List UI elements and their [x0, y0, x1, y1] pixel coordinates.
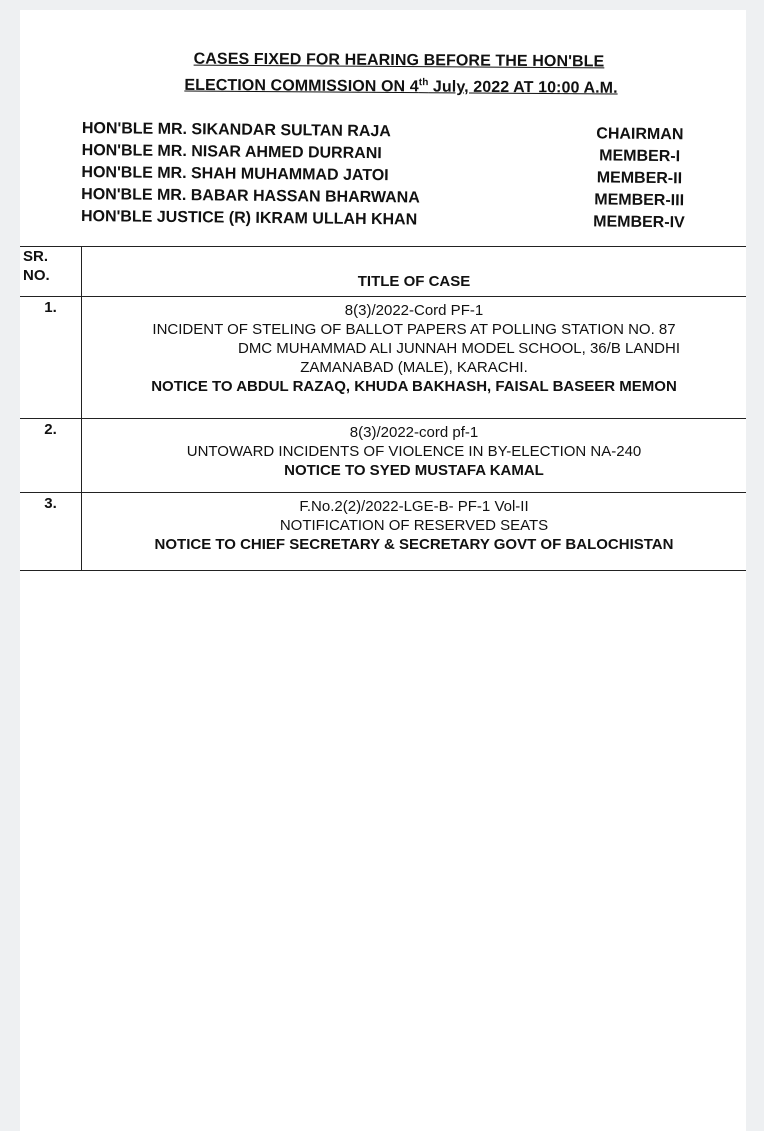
serial-number-header: [20, 247, 82, 297]
cause-list-heading-line-1: CASES FIXED FOR HEARING BEFORE THE HON'BLE: [193, 50, 605, 71]
heading-date-rest: July, 2022 AT 10:00 A.M.: [428, 78, 618, 97]
case-notice: NOTICE TO CHIEF SECRETARY & SECRETARY GOVT OF BALOCHISTAN: [154, 536, 674, 553]
case-file-number: 8(3)/2022-Cord PF-1: [344, 302, 484, 319]
bench-member-name: HON'BLE MR. SHAH MUHAMMAD JATOI: [81, 163, 389, 185]
bench-member-role: CHAIRMAN: [596, 125, 684, 144]
case-file-number: 8(3)/2022-cord pf-1: [349, 424, 479, 441]
case-title-cell: [82, 493, 747, 571]
case-subject-line: NOTIFICATION OF RESERVED SEATS: [279, 517, 549, 534]
heading-date-suffix: th: [418, 77, 429, 89]
case-notice: NOTICE TO SYED MUSTAFA KAMAL: [284, 462, 544, 479]
bench-member-role: MEMBER-II: [596, 169, 683, 188]
case-title-cell: [82, 297, 747, 419]
bench-member-name: HON'BLE MR. SIKANDAR SULTAN RAJA: [81, 120, 391, 141]
bench-composition: [81, 120, 690, 236]
serial-number-cell: [20, 419, 82, 493]
table-row: [20, 297, 746, 419]
case-subject-line: ZAMANABAD (MALE), KARACHI.: [300, 359, 528, 376]
serial-header-line-1: SR.: [23, 248, 49, 265]
title-of-case-header: TITLE OF CASE: [82, 247, 747, 297]
case-file-number: F.No.2(2)/2022-LGE-B- PF-1 Vol-II: [299, 498, 529, 515]
case-subject-line: UNTOWARD INCIDENTS OF VIOLENCE IN BY-ELECTION NA-240: [186, 443, 642, 460]
serial-number: 2.: [44, 421, 57, 438]
serial-number-cell: [20, 493, 82, 571]
bench-member-name: HON'BLE MR. NISAR AHMED DURRANI: [81, 141, 382, 163]
cases-table: [20, 246, 746, 571]
table-row: [20, 419, 746, 493]
case-subject-line: INCIDENT OF STELING OF BALLOT PAPERS AT POLLING STATION NO. 87: [152, 321, 676, 338]
bench-member-name: HON'BLE MR. BABAR HASSAN BHARWANA: [81, 185, 420, 207]
bench-member-role: MEMBER-III: [594, 191, 685, 210]
case-title-cell: [82, 419, 747, 493]
serial-header-line-2: NO.: [23, 267, 50, 284]
case-subject-line: DMC MUHAMMAD ALI JUNNAH MODEL SCHOOL, 36/B LANDHI: [237, 340, 681, 357]
serial-number: 1.: [44, 299, 57, 316]
heading-date-prefix: ELECTION COMMISSION ON 4: [184, 76, 419, 96]
serial-number: 3.: [44, 495, 57, 512]
cause-list-heading-line-2: [38, 74, 764, 98]
bench-member-role: MEMBER-IV: [593, 213, 685, 232]
serial-number-cell: [20, 297, 82, 419]
bench-member-name: HON'BLE JUSTICE (R) IKRAM ULLAH KHAN: [80, 207, 418, 229]
table-row: [20, 493, 746, 571]
case-notice: NOTICE TO ABDUL RAZAQ, KHUDA BAKHASH, FAISAL BASEER MEMON: [151, 378, 677, 395]
bench-member-role: MEMBER-I: [599, 147, 681, 166]
document-page: [20, 10, 746, 1131]
table-header-row: [20, 247, 746, 297]
